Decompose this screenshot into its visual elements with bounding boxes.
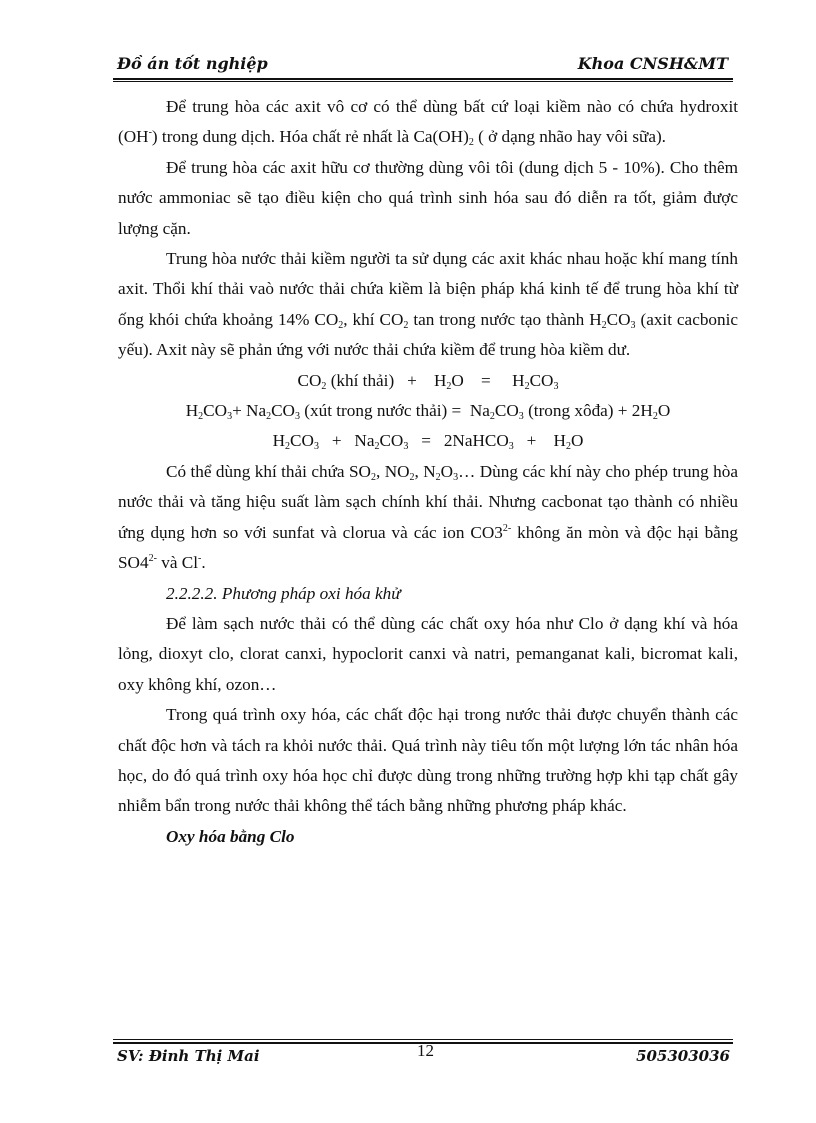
subscript: 2: [374, 441, 380, 453]
subscript: 3: [508, 441, 514, 453]
paragraph-3: [118, 244, 738, 366]
subscript: 2: [601, 319, 607, 331]
text-run: ( ở dạng nhão hay vôi sữa).: [473, 127, 666, 147]
subscript: 3: [294, 411, 300, 423]
subscript: 3: [313, 441, 319, 453]
subscript: 3: [630, 319, 636, 331]
superscript: 2-: [148, 553, 157, 565]
text-run: H: [185, 401, 199, 421]
equation-2: [118, 396, 738, 426]
text-run: không ăn mòn và độc hại bằng SO4: [118, 522, 738, 573]
text-run: CO: [494, 401, 519, 421]
subscript: 2: [524, 380, 530, 392]
section-heading: 2.2.2.2. Phương pháp oxi hóa khử: [166, 583, 401, 603]
footer-rule-thin: [113, 1039, 733, 1040]
document-body: [118, 92, 738, 852]
subscript: 3: [227, 411, 233, 423]
subscript: 2: [321, 380, 327, 392]
text-run: O: [440, 461, 454, 481]
text-run: CO: [606, 309, 631, 329]
subscript: 2: [198, 411, 204, 423]
text-run: , NO: [375, 461, 410, 481]
footer-author: SV: Đinh Thị Mai: [117, 1047, 260, 1065]
subscript: 2: [489, 411, 495, 423]
subscript: 2: [370, 471, 376, 483]
text-run: (trong xôđa) + 2H: [523, 401, 653, 421]
text-run: .: [201, 553, 206, 573]
equation-3: [118, 426, 738, 456]
text-run: CO: [271, 401, 295, 421]
equation-1: [118, 366, 738, 396]
superscript: -: [197, 553, 202, 565]
subscript: 2: [652, 411, 658, 423]
paragraph-6: Trong quá trình oxy hóa, các chất độc hại trong nước thải được chuyển thành các chất độc hơn và tách ra khỏi nước thải. Quá trình này tiêu tốn một lượng lớn tác nhân hóa học, do đó quá trình oxy hóa học chỉ được dùng trong những trường hợp khi tạp chất gây nhiễm bẩn trong nước thải không thể tách bằng những phương pháp khác.: [118, 705, 738, 816]
text-run: (xút trong nước thải) = Na: [299, 401, 490, 421]
paragraph-5: Để làm sạch nước thải có thể dùng các chất oxy hóa như Clo ở dạng khí và hóa lỏng, dioxyt clo, clorat canxi, hypoclorit canxi và natri, pemanganat kali, bicromat kali, oxy không khí, ozon…: [118, 613, 738, 694]
subscript: 2: [468, 137, 474, 149]
text-run: và Cl: [156, 553, 198, 573]
page-header: [117, 54, 728, 78]
paragraph-2: Để trung hòa các axit hữu cơ thường dùng vôi tôi (dung dịch 5 - 10%). Cho thêm nước ammoniac sẽ tạo điều kiện cho quá trình sinh hóa sau đó diễn ra tốt, giảm được lượng cặn.: [118, 157, 738, 238]
paragraph-1: [118, 92, 738, 153]
subscript: 2: [435, 471, 441, 483]
text-run: H: [272, 431, 286, 451]
text-run: + Na: [318, 431, 375, 451]
text-run: Để trung hòa các axit vô cơ có thể dùng bất cứ loại kiềm nào có chứa hydroxit (OH: [118, 97, 738, 147]
text-run: O: [570, 431, 584, 451]
header-rule-thick: [113, 78, 733, 80]
text-run: + Na: [232, 401, 267, 421]
text-run: = 2NaHCO: [408, 431, 509, 451]
text-run: CO: [379, 431, 404, 451]
text-run: CO: [203, 401, 228, 421]
text-run: + H: [513, 431, 566, 451]
subscript: 2: [409, 471, 415, 483]
text-run: , N: [414, 461, 436, 481]
subscript: 3: [453, 471, 459, 483]
page-footer: [117, 1043, 730, 1069]
subscript: 2: [403, 319, 409, 331]
text-run: Trung hòa nước thải kiềm người ta sử dụng các axit khác nhau hoặc khí mang tính axit. Thổi khí thải vaò nước thải chứa kiềm là biện pháp khá kinh tế để trung hòa khí từ ống khói chứa khoảng 14% CO: [118, 249, 738, 329]
subscript: 2: [338, 319, 344, 331]
superscript: 2-: [502, 522, 512, 534]
subscript: 3: [403, 441, 409, 453]
subscript: 3: [518, 411, 524, 423]
header-right-faculty: Khoa CNSH&MT: [577, 54, 728, 73]
header-rule-thin: [113, 81, 733, 82]
subscript: 2: [266, 411, 272, 423]
page-number: 12: [417, 1041, 434, 1060]
subscript: 2: [285, 441, 291, 453]
text-run: CO: [290, 431, 314, 451]
subheading: Oxy hóa bằng Clo: [166, 826, 295, 846]
text-run: ) trong dung dịch. Hóa chất rẻ nhất là Ca(OH): [151, 127, 469, 147]
text-run: (khí thải) + H: [326, 370, 447, 390]
superscript: -: [148, 127, 152, 139]
footer-student-id: 505303036: [636, 1047, 730, 1065]
header-left-title: Đồ án tốt nghiệp: [117, 54, 268, 73]
text-run: … Dùng các khí này cho phép trung hòa nước thải và tăng hiệu suất làm sạch chính khí thải. Nhưng cacbonat tạo thành có nhiều ứng dụng hơn so với sunfat và clorua và các ion CO3: [118, 461, 738, 542]
text-run: O: [657, 401, 671, 421]
text-run: CO: [529, 370, 554, 390]
text-run: O = H: [451, 370, 525, 390]
subscript: 2: [446, 380, 452, 392]
text-run: CO: [297, 370, 322, 390]
text-run: (axit cacbonic yếu). Axit này sẽ phản ứng với nước thải chứa kiềm để trung hòa kiềm dư.: [118, 309, 739, 360]
text-run: tan trong nước tạo thành H: [408, 309, 602, 329]
subscript: 3: [553, 380, 559, 392]
text-run: , khí CO: [343, 309, 404, 329]
subscript: 2: [565, 441, 571, 453]
text-run: Có thể dùng khí thải chứa SO: [166, 461, 371, 481]
paragraph-4: [118, 457, 738, 579]
